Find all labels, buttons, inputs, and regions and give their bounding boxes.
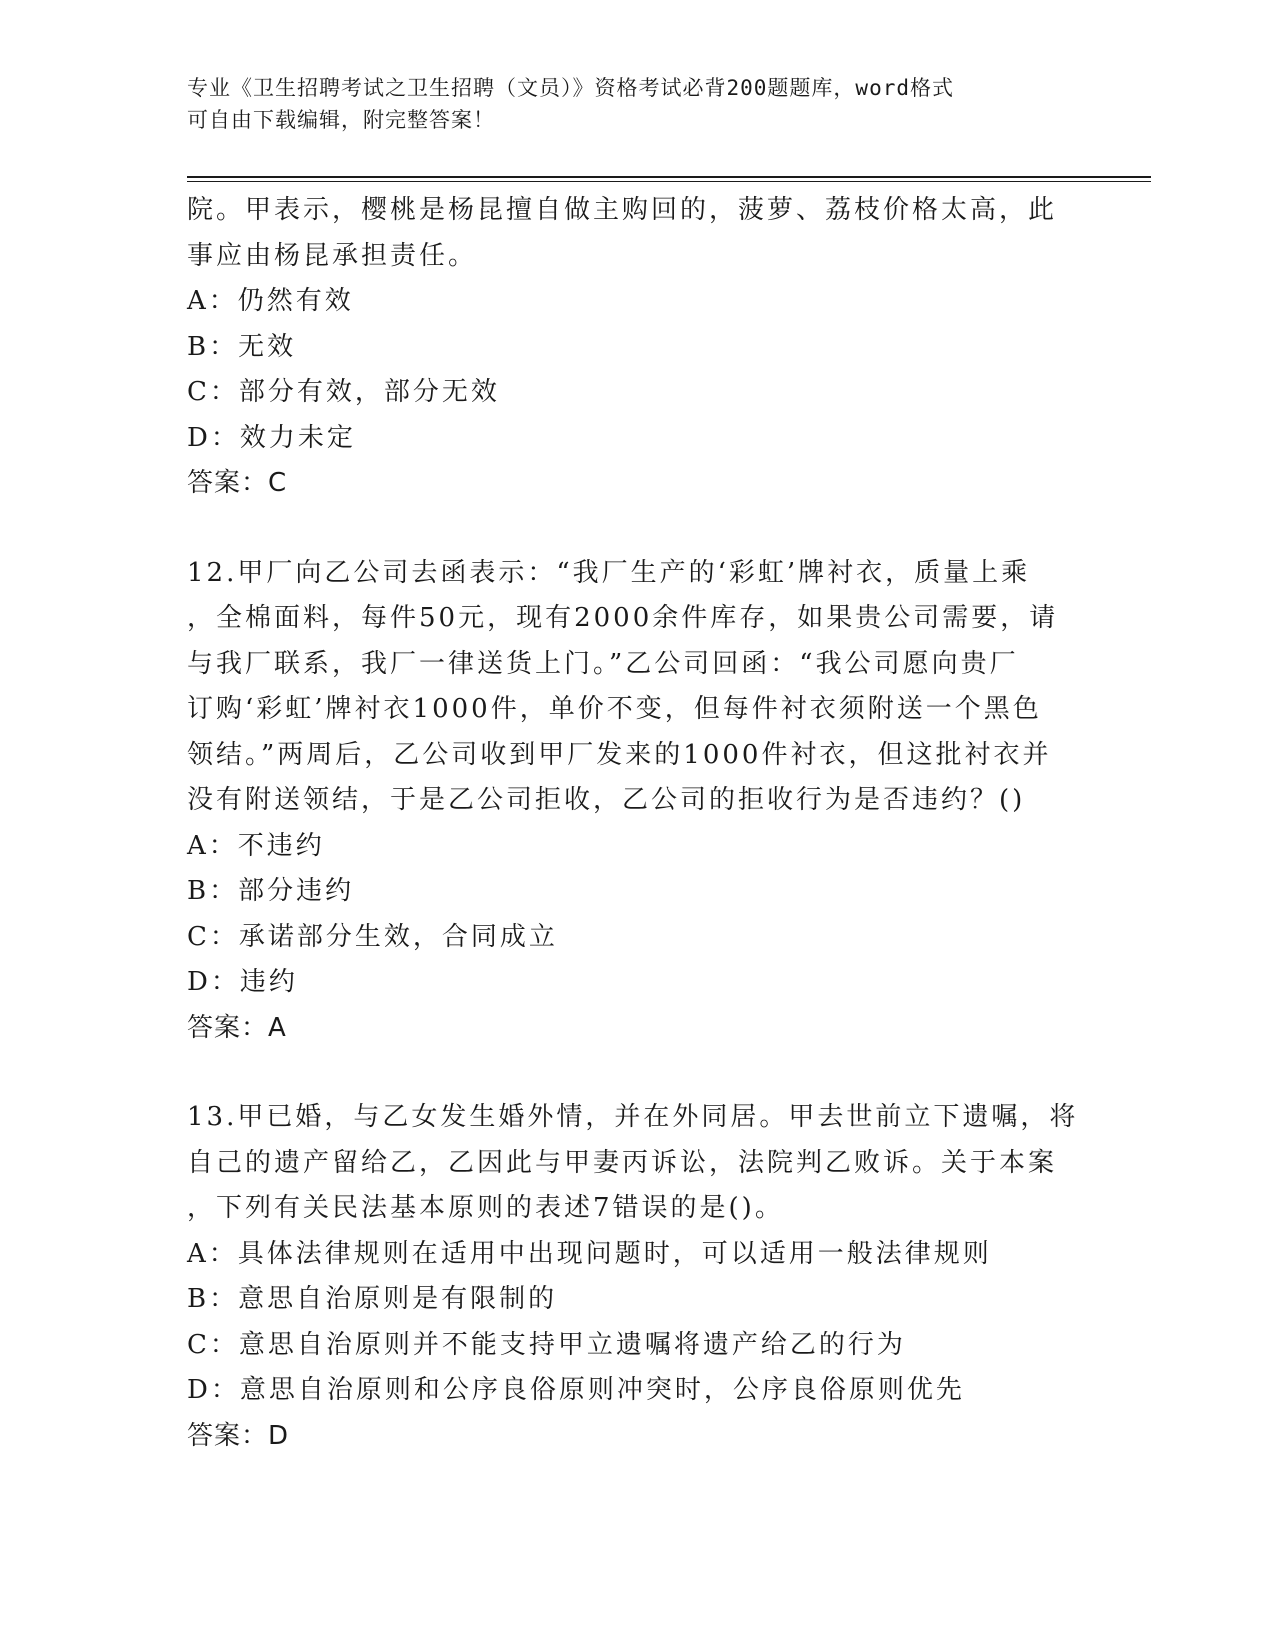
question-text-line: 事应由杨昆承担责任。 [187, 240, 478, 271]
answer-label: 答案：D [187, 1420, 290, 1451]
option-c: C：部分有效，部分无效 [187, 377, 500, 407]
question-12 [187, 551, 1107, 1052]
question-11 [187, 188, 1107, 507]
question-text-line: 与我厂联系，我厂一律送货上门。”乙公司回函：“我公司愿向贵厂 [187, 648, 1019, 679]
question-13 [187, 1095, 1107, 1459]
header-divider-thick [187, 176, 1151, 178]
option-a: A：仍然有效 [187, 286, 354, 316]
option-c: C：承诺部分生效，合同成立 [187, 921, 558, 952]
question-text-line: 订购‘彩虹’牌衬衣1000件，单价不变，但每件衬衣须附送一个黑色 [187, 694, 1042, 724]
option-a: A：具体法律规则在适用中出现问题时，可以适用一般法律规则 [187, 1238, 992, 1269]
question-text-line: 没有附送领结，于是乙公司拒收，乙公司的拒收行为是否违约？() [187, 785, 1026, 815]
option-d: D：意思自治原则和公序良俗原则冲突时，公序良俗原则优先 [187, 1375, 965, 1405]
option-b: B：意思自治原则是有限制的 [187, 1284, 558, 1314]
option-b: B：部分违约 [187, 876, 355, 906]
header-line-2: 可自由下载编辑，附完整答案！ [187, 108, 495, 132]
option-d: D：违约 [187, 967, 298, 997]
answer-label: 答案：C [187, 468, 288, 498]
question-text-line: 领结。”两周后，乙公司收到甲厂发来的1000件衬衣，但这批衬衣并 [187, 739, 1052, 770]
header-divider-thin [187, 181, 1151, 182]
question-text-line: 院。甲表示，樱桃是杨昆擅自做主购回的，菠萝、荔枝价格太高，此 [187, 195, 1058, 225]
question-text-line: ，下列有关民法基本原则的表述7错误的是()。 [187, 1193, 784, 1223]
option-b: B：无效 [187, 331, 297, 362]
question-text-line: 12.甲厂向乙公司去函表示：“我厂生产的‘彩虹’牌衬衣，质量上乘 [187, 557, 1031, 588]
question-text-line: ，全棉面料，每件50元，现有2000余件库存，如果贵公司需要，请 [187, 603, 1059, 633]
header-line-1: 专业《卫生招聘考试之卫生招聘（文员）》资格考试必背200题题库，word格式 [187, 76, 954, 100]
question-spacer [187, 507, 1107, 551]
option-d: D：效力未定 [187, 422, 356, 453]
question-spacer [187, 1051, 1107, 1095]
answer-label: 答案：A [187, 1012, 287, 1043]
option-a: A：不违约 [187, 830, 325, 861]
option-c: C：意思自治原则并不能支持甲立遗嘱将遗产给乙的行为 [187, 1329, 906, 1360]
document-body [187, 188, 1107, 1459]
question-text-line: 自己的遗产留给乙，乙因此与甲妻丙诉讼，法院判乙败诉。关于本案 [187, 1147, 1058, 1178]
page-header [187, 72, 1087, 136]
question-text-line: 13.甲已婚，与乙女发生婚外情，并在外同居。甲去世前立下遗嘱，将 [187, 1102, 1079, 1132]
